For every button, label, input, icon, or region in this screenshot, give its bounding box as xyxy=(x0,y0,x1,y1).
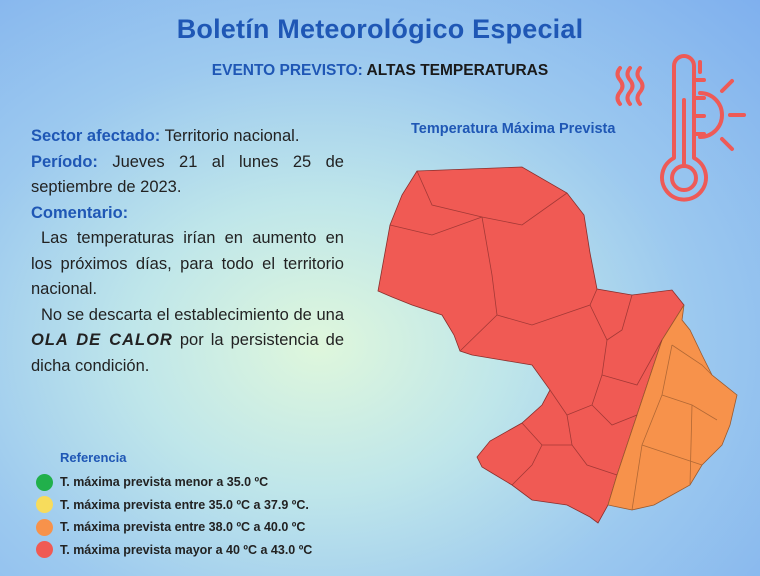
legend-swatch-yellow xyxy=(36,496,53,513)
legend-label: T. máxima prevista mayor a 40 ºC a 43.0 ºC xyxy=(60,542,313,557)
legend-item xyxy=(36,494,312,517)
legend-item xyxy=(36,516,312,539)
sector-line xyxy=(31,124,344,150)
legend-swatch-orange xyxy=(36,519,53,536)
comment-paragraph-1: Las temperaturas irían en aumento en los próximos días, para todo el territorio nacional. xyxy=(31,229,344,298)
event-label: EVENTO PREVISTO: xyxy=(211,62,363,79)
legend-swatch-red xyxy=(36,541,53,558)
sector-label: Sector afectado: xyxy=(31,127,161,145)
legend-item xyxy=(36,539,312,562)
map-title: Temperatura Máxima Prevista xyxy=(411,121,616,137)
period-line xyxy=(31,150,344,201)
bulletin-info xyxy=(31,124,344,379)
comment-p2-after: por la persistencia de dicha condición. xyxy=(31,331,345,375)
legend-label: T. máxima prevista entre 35.0 ºC a 37.9 ºC. xyxy=(60,497,309,512)
comment-p2-before: No se descarta el establecimiento de una xyxy=(41,305,344,324)
legend xyxy=(36,450,312,561)
period-value: Jueves 21 al lunes 25 de septiembre de 2023. xyxy=(31,152,344,196)
paraguay-temperature-map xyxy=(372,165,744,530)
period-label: Período: xyxy=(31,152,98,171)
legend-label: T. máxima prevista menor a 35.0 ºC xyxy=(60,475,269,490)
comment-paragraph-2 xyxy=(31,303,344,380)
comment-label: Comentario: xyxy=(31,203,129,222)
heat-wave-emphasis: OLA DE CALOR xyxy=(31,331,173,349)
legend-label: T. máxima prevista entre 38.0 ºC a 40.0 ºC xyxy=(60,520,306,535)
sector-value: Territorio nacional. xyxy=(164,127,300,145)
event-value: ALTAS TEMPERATURAS xyxy=(366,62,549,79)
legend-item xyxy=(36,471,312,494)
bulletin-title: Boletín Meteorológico Especial xyxy=(176,14,584,44)
legend-title: Referencia xyxy=(60,450,127,465)
legend-swatch-green xyxy=(36,474,53,491)
